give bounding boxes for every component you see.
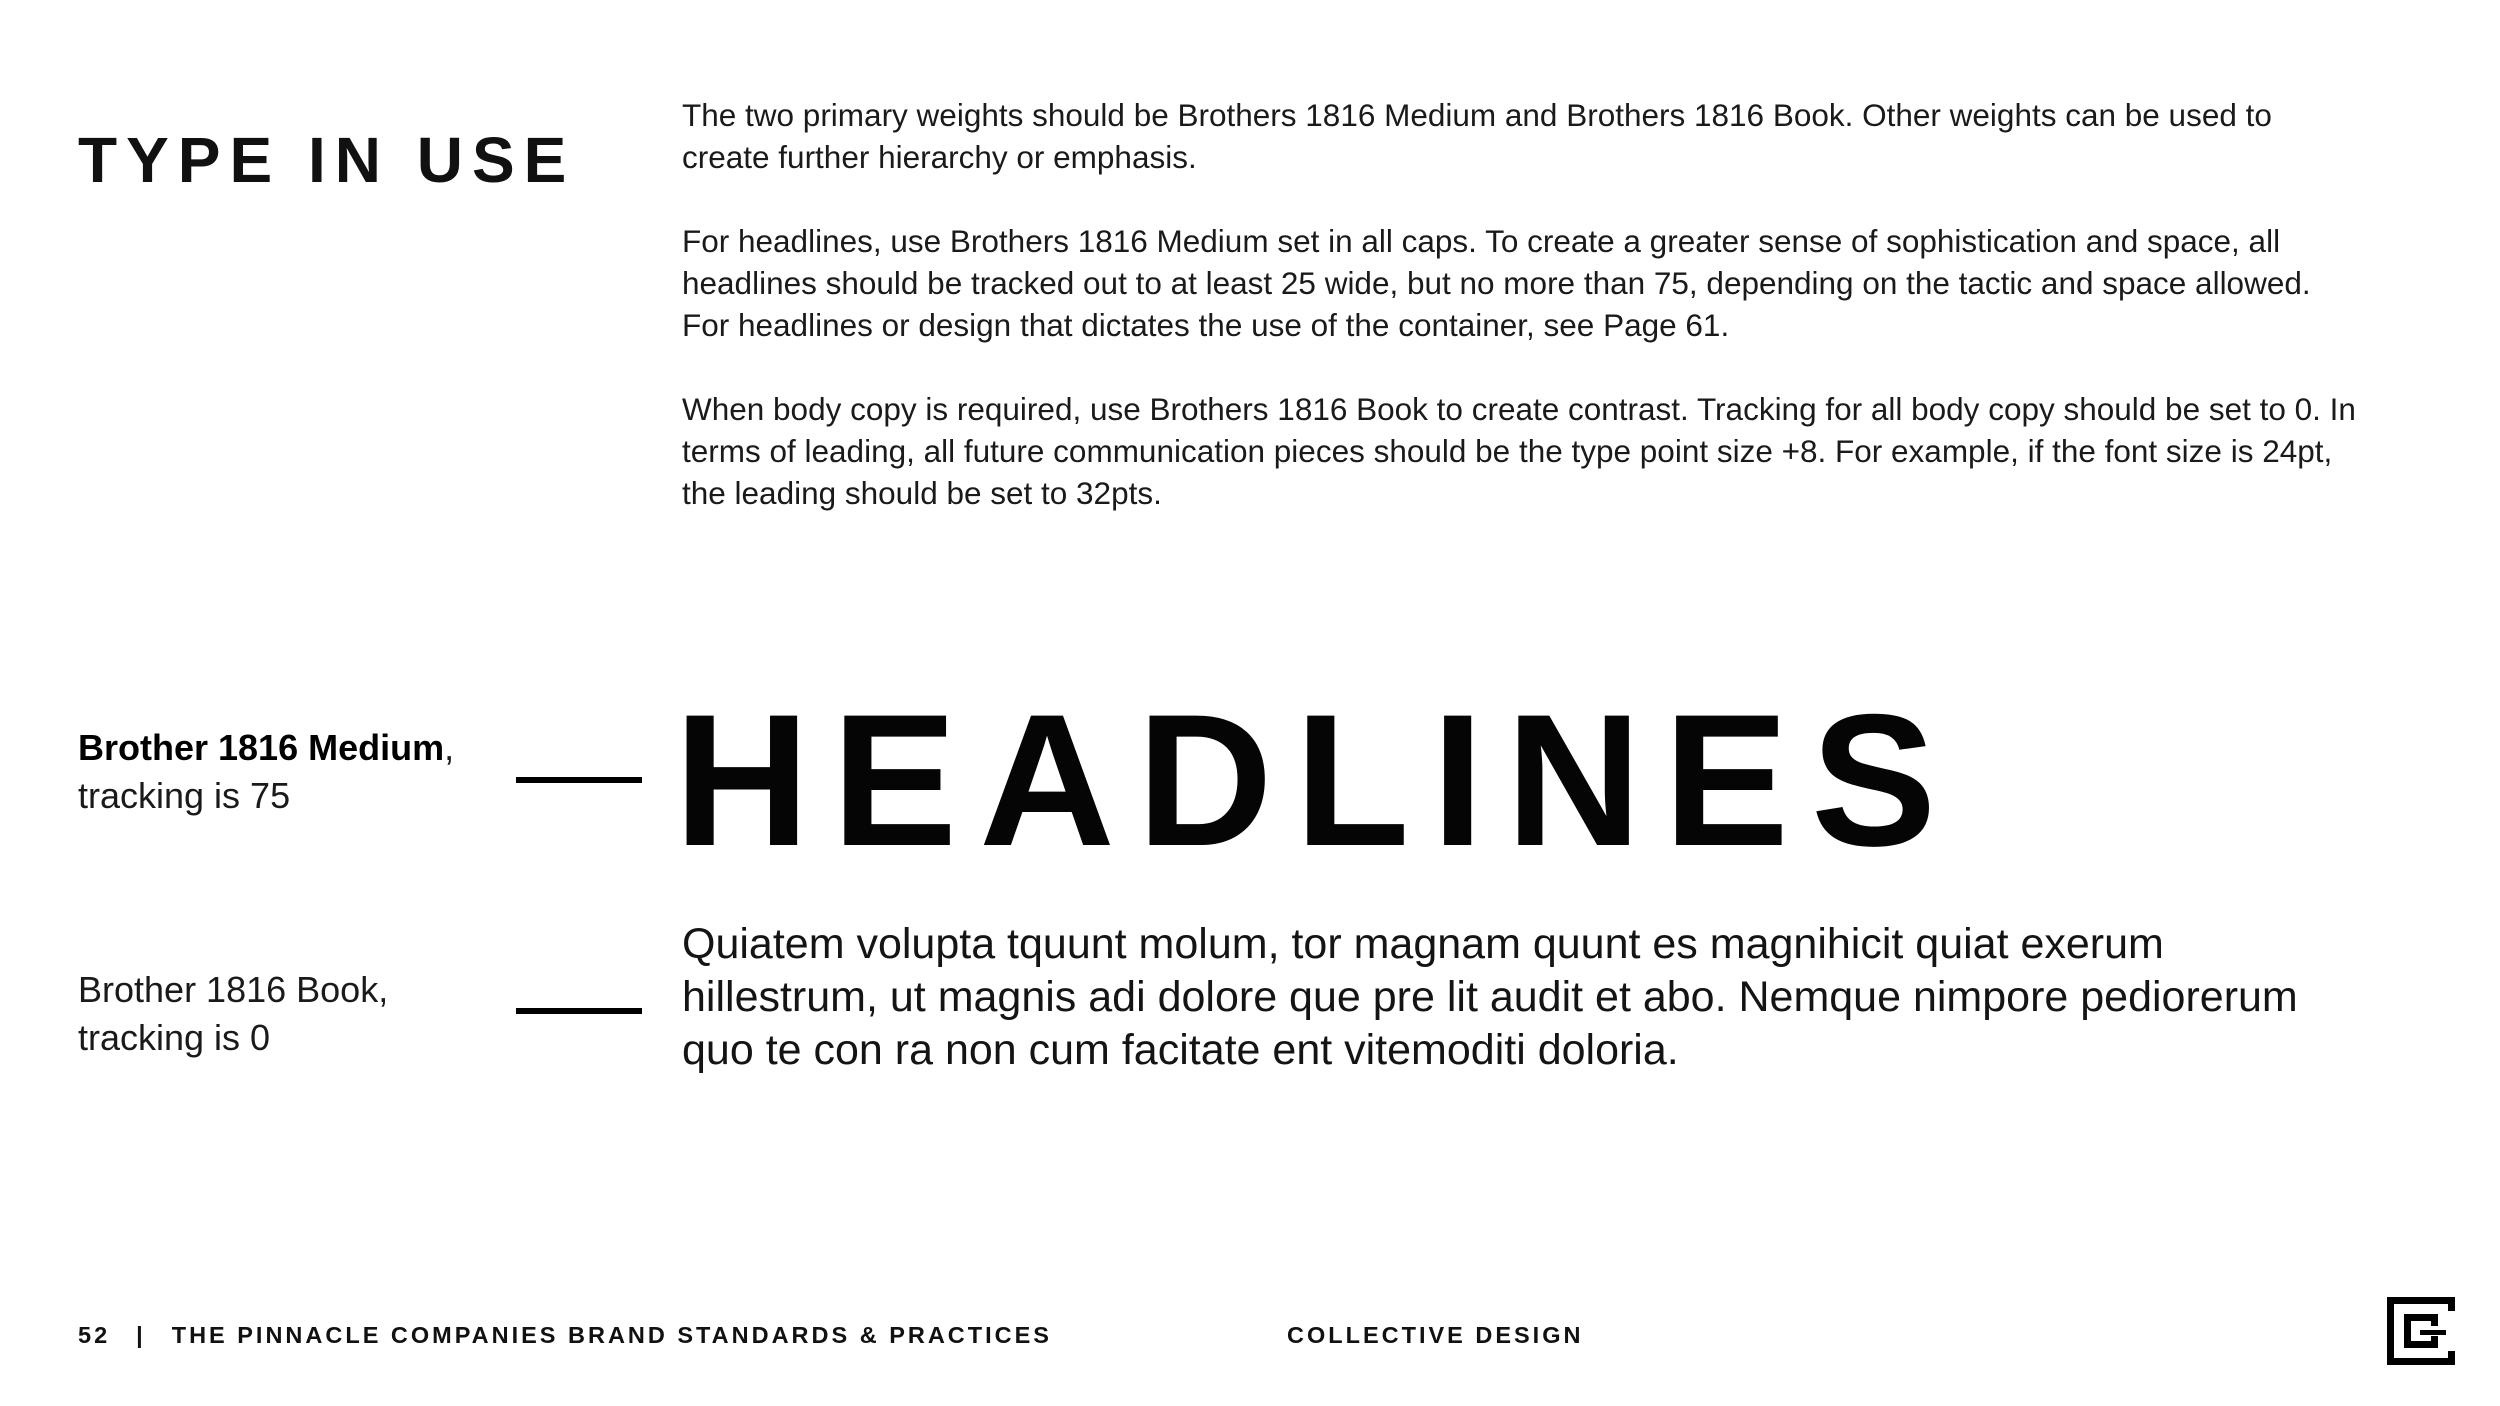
medium-font-name: Brother 1816 Medium: [78, 727, 445, 768]
intro-paragraph: The two primary weights should be Brothers 1816 Medium and Brothers 1816 Book. Other weights can be used to create further hierarchy or emphasis.: [682, 97, 2272, 175]
intro-text: [682, 94, 2362, 514]
book-tracking-note: tracking is 0: [78, 1017, 271, 1058]
book-connector-rule: [516, 1008, 642, 1014]
page-number: 52: [78, 1322, 111, 1348]
square-spiral-logo-icon: [2382, 1292, 2460, 1370]
intro-paragraph: When body copy is required, use Brothers 1816 Book to create contrast. Tracking for all body copy should be set to 0. In terms of leading, all future communication pieces should be the type point size +8. For example, if the font size is 24pt, the leading should be set to 32pts.: [682, 391, 2356, 511]
agency-name: COLLECTIVE DESIGN: [1287, 1322, 1584, 1348]
medium-tracking-note: tracking is 75: [78, 775, 291, 816]
medium-specimen-label: [78, 724, 454, 820]
body-copy-sample: Quiatem volupta tquunt molum, tor magnam quunt es magnihicit quiat exerum hillestrum, ut magnis adi dolore que pre lit audit et abo. Nemque nimpore pediorerum quo te con ra non cum facitate ent vitemoditi doloria.: [682, 920, 2298, 1074]
footer-separator: |: [136, 1322, 146, 1348]
intro-paragraph: For headlines, use Brothers 1816 Medium set in all caps. To create a greater sense of sophistication and space, all headlines should be tracked out to at least 25 wide, but no more than 75, depending on the tactic and space allowed. For headlines or design that dictates the use of the container, see Page 61.: [682, 223, 2311, 343]
document-title: THE PINNACLE COMPANIES BRAND STANDARDS & PRACTICES: [171, 1322, 1052, 1348]
book-font-name: Brother 1816 Book,: [78, 969, 389, 1010]
headline-sample: HEADLINES: [674, 675, 1959, 885]
book-specimen-label: [78, 966, 388, 1062]
footer: [78, 1324, 1052, 1348]
page-title: TYPE IN USE: [78, 124, 576, 196]
medium-connector-rule: [516, 777, 642, 783]
medium-name-suffix: ,: [444, 727, 455, 768]
